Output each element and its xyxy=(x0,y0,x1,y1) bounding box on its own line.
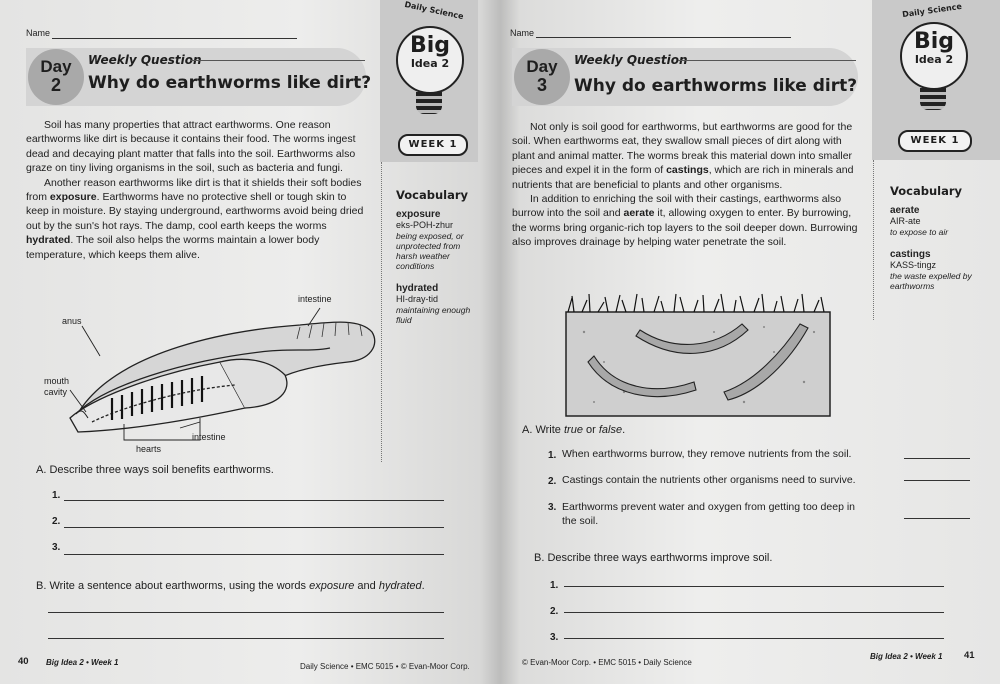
vocab-pronunciation: KASS-tingz xyxy=(890,260,937,270)
tf-answer-line-3[interactable] xyxy=(904,518,970,519)
big-label: Big xyxy=(409,33,451,58)
footer-credit: Daily Science • EMC 5015 • © Evan-Moor Corp. xyxy=(300,662,470,671)
sidebar-divider xyxy=(873,160,874,320)
idea-label: Idea 2 xyxy=(914,53,954,66)
para-text: . The soil also helps the worms maintain a lower body temperature, which keeps them alive. xyxy=(26,234,320,261)
vocab-term: castings xyxy=(890,249,931,260)
vocab-term-hydrated: hydrated xyxy=(26,234,71,247)
paragraph-2 xyxy=(512,192,858,250)
tf-statement-1: When earthworms burrow, they remove nutrients from the soil. xyxy=(562,448,852,460)
answer-line-a2[interactable] xyxy=(64,527,444,528)
prompt-word: false xyxy=(598,424,623,436)
prompt-text: A. Write xyxy=(522,424,564,436)
vocab-definition: maintaining enough fluid xyxy=(396,305,471,325)
vocab-definition: the waste expelled by earthworms xyxy=(890,271,972,291)
paragraph-2 xyxy=(26,176,366,262)
label-anus: anus xyxy=(62,316,82,326)
idea-label: Idea 2 xyxy=(410,57,450,70)
sidebar-divider xyxy=(381,162,382,462)
page-number: 41 xyxy=(964,650,975,661)
weekly-question-label: Weekly Question xyxy=(88,53,202,67)
answer-line-b2[interactable] xyxy=(48,638,444,639)
vocabulary-heading: Vocabulary xyxy=(396,188,469,202)
vocab-term: hydrated xyxy=(396,283,439,294)
header-rule xyxy=(190,60,365,61)
vocab-term: exposure xyxy=(396,209,441,220)
prompt-text: . xyxy=(421,580,425,592)
vocab-pronunciation: AIR-ate xyxy=(890,216,921,226)
prompt-text: and xyxy=(354,580,379,592)
day-label: Day xyxy=(526,57,558,76)
vocab-term-exposure: exposure xyxy=(49,191,97,204)
label-intestine-top: intestine xyxy=(298,294,332,304)
tf-statement-2: Castings contain the nutrients other organisms need to survive. xyxy=(562,474,856,486)
vocab-term-aerate: aerate xyxy=(623,207,655,220)
series-label: Daily Science xyxy=(403,0,465,22)
para-text: In addition to enriching the soil with their castings, earthworms also burrow into the soil and xyxy=(512,193,842,220)
soil-earthworms-illustration xyxy=(564,292,834,418)
day-badge xyxy=(514,49,570,105)
prompt-text: or xyxy=(582,424,599,436)
page-title: Why do earthworms like dirt? xyxy=(574,76,858,96)
tf-answer-line-1[interactable] xyxy=(904,458,970,459)
footer-credit: © Evan-Moor Corp. • EMC 5015 • Daily Science xyxy=(522,658,692,667)
item-number: 1. xyxy=(548,450,557,461)
vocab-definition: being exposed, or unprotected from harsh weather conditions xyxy=(396,231,464,271)
prompt-word: true xyxy=(563,424,583,436)
label-hearts: hearts xyxy=(136,444,162,454)
answer-number: 1. xyxy=(52,490,61,501)
big-idea-bulb xyxy=(396,26,464,94)
name-label: Name xyxy=(26,28,51,38)
answer-line-b1[interactable] xyxy=(564,586,944,587)
section-a-prompt xyxy=(522,424,625,436)
page-number: 40 xyxy=(18,656,29,667)
vocabulary-heading: Vocabulary xyxy=(890,184,963,198)
header-rule xyxy=(678,60,856,61)
prompt-text: B. Write a sentence about earthworms, using the words xyxy=(36,580,310,592)
bulb-base-icon xyxy=(920,88,946,110)
tf-answer-line-2[interactable] xyxy=(904,480,970,481)
tf-statement-3: Earthworms prevent water and oxygen from getting too deep in the soil. xyxy=(562,501,855,527)
big-idea-bulb xyxy=(900,22,968,90)
big-label: Big xyxy=(913,29,955,54)
article-text xyxy=(512,120,858,250)
section-b-prompt xyxy=(36,580,425,592)
name-line xyxy=(536,37,791,38)
vocabulary-box xyxy=(890,186,990,291)
para-text: . Earthworms have no protective shell or tough skin to keep in moisture. By staying underground, earthworms avoid being dried out by the sun's hot rays. The damp, cool earth keeps the worms xyxy=(26,191,364,232)
answer-line-a3[interactable] xyxy=(64,554,444,555)
week-badge: WEEK 1 xyxy=(398,134,468,156)
day-number: 2 xyxy=(50,75,61,95)
article-text xyxy=(26,118,366,262)
day-badge xyxy=(28,49,84,105)
section-b-prompt: B. Describe three ways earthworms improve soil. xyxy=(534,552,773,564)
answer-line-b3[interactable] xyxy=(564,638,944,639)
page-title: Why do earthworms like dirt? xyxy=(88,73,372,93)
weekly-question-label: Weekly Question xyxy=(574,53,688,67)
para-text: , which are rich in minerals and nutrients that are beneficial to plants and other organisms. xyxy=(512,164,854,191)
vocab-pronunciation: eks-POH-zhur xyxy=(396,220,454,230)
prompt-text: . xyxy=(622,424,626,436)
label-mouth: mouth xyxy=(44,376,70,386)
label-cavity: cavity xyxy=(44,387,68,397)
footer-idea: Big Idea 2 • Week 1 xyxy=(870,652,943,661)
answer-line-b1[interactable] xyxy=(48,612,444,613)
vocab-term: aerate xyxy=(890,205,920,216)
para-text: Another reason earthworms like dirt is that it shields their soft bodies from xyxy=(26,176,362,204)
para-text: it, allowing oxygen to enter. By burrowing, the worms bring organic-rich top layers to the soil deeper down. Burrowing also improves drainage by helping water penetrate the soil. xyxy=(512,207,858,249)
paragraph-1 xyxy=(512,120,858,192)
vocab-term-castings: castings xyxy=(666,164,709,177)
para-text: Not only is soil good for earthworms, but earthworms are good for the soil. When earthworms eat, they swallow small pieces of dirt along with plant and animal matter. The worms break this material down into smaller pieces and expel it in the form of xyxy=(512,121,853,177)
answer-line-a1[interactable] xyxy=(64,500,444,501)
name-line xyxy=(52,38,297,39)
item-number: 3. xyxy=(548,502,557,513)
answer-number: 3. xyxy=(550,632,559,643)
prompt-word: hydrated xyxy=(378,580,422,592)
right-page xyxy=(500,0,1000,684)
answer-number: 1. xyxy=(550,580,559,591)
vocab-pronunciation: HI-dray-tid xyxy=(396,294,439,304)
prompt-word: exposure xyxy=(309,580,355,592)
day-number: 3 xyxy=(536,75,547,95)
item-number: 2. xyxy=(548,476,557,487)
day-label: Day xyxy=(40,57,72,76)
answer-line-b2[interactable] xyxy=(564,612,944,613)
name-label: Name xyxy=(510,28,535,38)
answer-number: 2. xyxy=(52,516,61,527)
label-intestine-bottom: intestine xyxy=(192,432,226,442)
answer-number: 2. xyxy=(550,606,559,617)
paragraph-1: Soil has many properties that attract earthworms. One reason earthworms like dirt is because it contains their food. The worms ingest dead and decaying plant matter that falls into the soil. Earthworms also graze on tiny living organisms in the soil, such as bacteria and fungi. xyxy=(26,119,356,175)
section-a-prompt: A. Describe three ways soil benefits earthworms. xyxy=(36,464,274,476)
vocabulary-box xyxy=(396,190,476,325)
week-badge: WEEK 1 xyxy=(898,130,972,152)
bulb-base-icon xyxy=(416,92,442,114)
footer-idea: Big Idea 2 • Week 1 xyxy=(46,658,119,667)
vocab-definition: to expose to air xyxy=(890,227,949,237)
series-label: Daily Science xyxy=(901,1,963,20)
answer-number: 3. xyxy=(52,542,61,553)
